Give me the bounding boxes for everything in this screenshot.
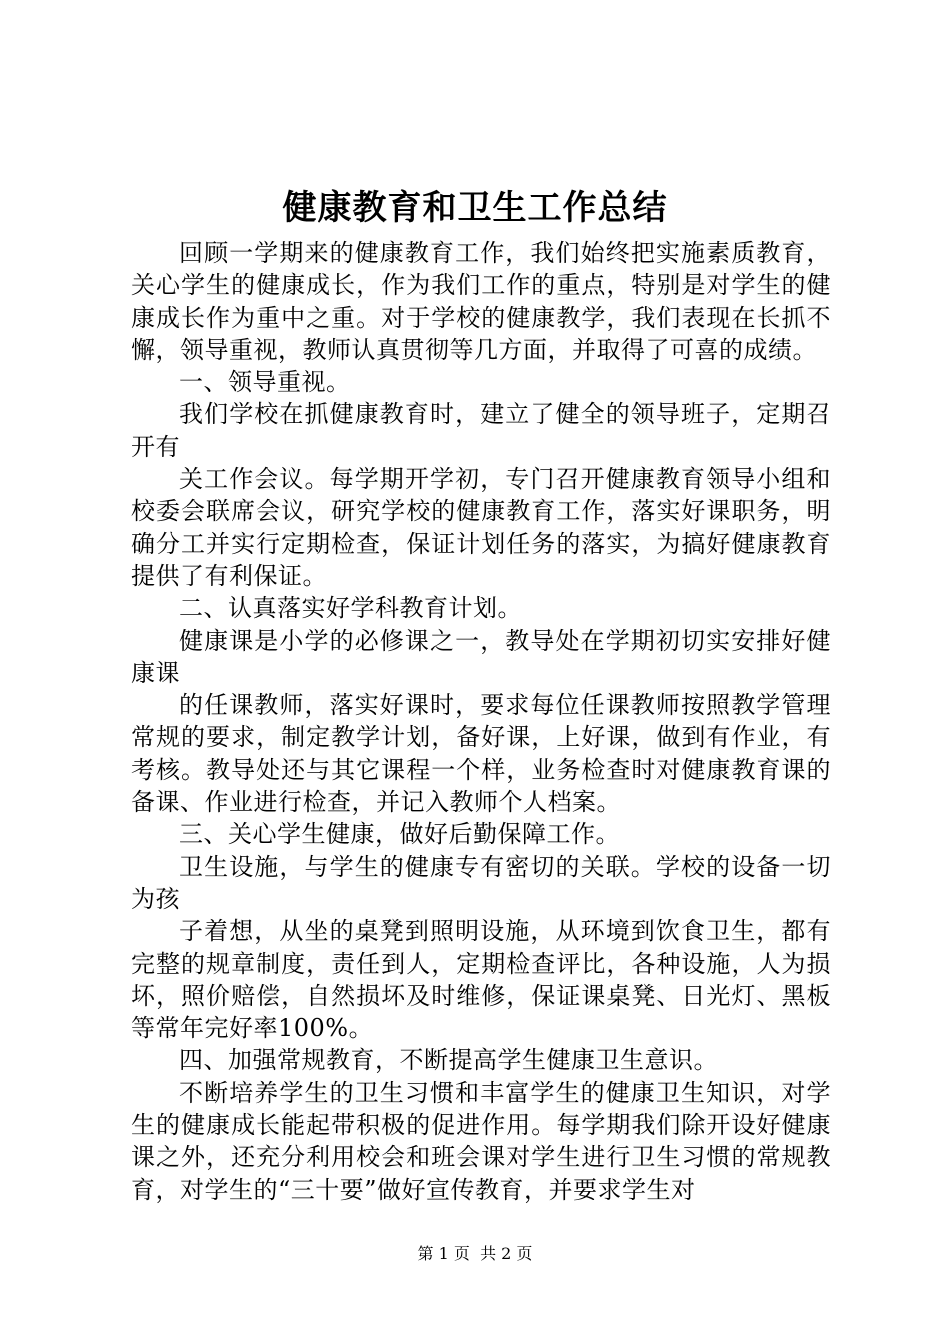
paragraph: 子着想，从坐的桌凳到照明设施，从环境到饮食卫生，都有完整的规章制度，责任到人，定期检查评比，各种设施，人为损坏，照价赔偿，自然损坏及时维修，保证课桌凳、日光灯、黑板等常年完好率100%。 xyxy=(131,917,831,1043)
paragraph: 回顾一学期来的健康教育工作，我们始终把实施素质教育，关心学生的健康成长，作为我们工作的重点，特别是对学生的健康成长作为重中之重。对于学校的健康教学，我们表现在长抓不懈，领导重视，教师认真贯彻等几方面，并取得了可喜的成绩。 xyxy=(131,239,831,364)
paragraph: 关工作会议。每学期开学初，专门召开健康教育领导小组和校委会联席会议，研究学校的健康教育工作，落实好课职务，明确分工并实行定期检查，保证计划任务的落实，为搞好健康教育提供了有利保证。 xyxy=(131,465,831,590)
document-body xyxy=(131,237,831,1206)
page-footer: 第 1 页 共 2 页 xyxy=(417,1244,533,1263)
section-heading: 一、领导重视。 xyxy=(179,368,351,397)
paragraph: 的任课教师，落实好课时，要求每位任课教师按照教学管理常规的要求，制定教学计划，备好课，上好课，做到有作业，有考核。教导处还与其它课程一个样，业务检查时对健康教育课的备课、作业进行检查，并记入教师个人档案。 xyxy=(131,691,831,817)
paragraph: 卫生设施，与学生的健康专有密切的关联。学校的设备一切为孩 xyxy=(131,852,831,913)
section-heading: 四、加强常规教育，不断提高学生健康卫生意识。 xyxy=(179,1046,718,1075)
paragraph: 健康课是小学的必修课之一，教导处在学期初切实安排好健康课 xyxy=(131,626,831,687)
section-heading: 三、关心学生健康，做好后勤保障工作。 xyxy=(179,820,620,849)
paragraph: 不断培养学生的卫生习惯和丰富学生的健康卫生知识，对学生的健康成长能起带积极的促进作用。每学期我们除开设好健康课之外，还充分利用校会和班会课对学生进行卫生习惯的常规教育，对学生的“三十要”做好宣传教育，并要求学生对 xyxy=(131,1078,831,1204)
document-title: 健康教育和卫生工作总结 xyxy=(282,188,668,228)
paragraph: 我们学校在抓健康教育时，建立了健全的领导班子，定期召开有 xyxy=(131,400,831,461)
section-heading: 二、认真落实好学科教育计划。 xyxy=(179,594,522,623)
